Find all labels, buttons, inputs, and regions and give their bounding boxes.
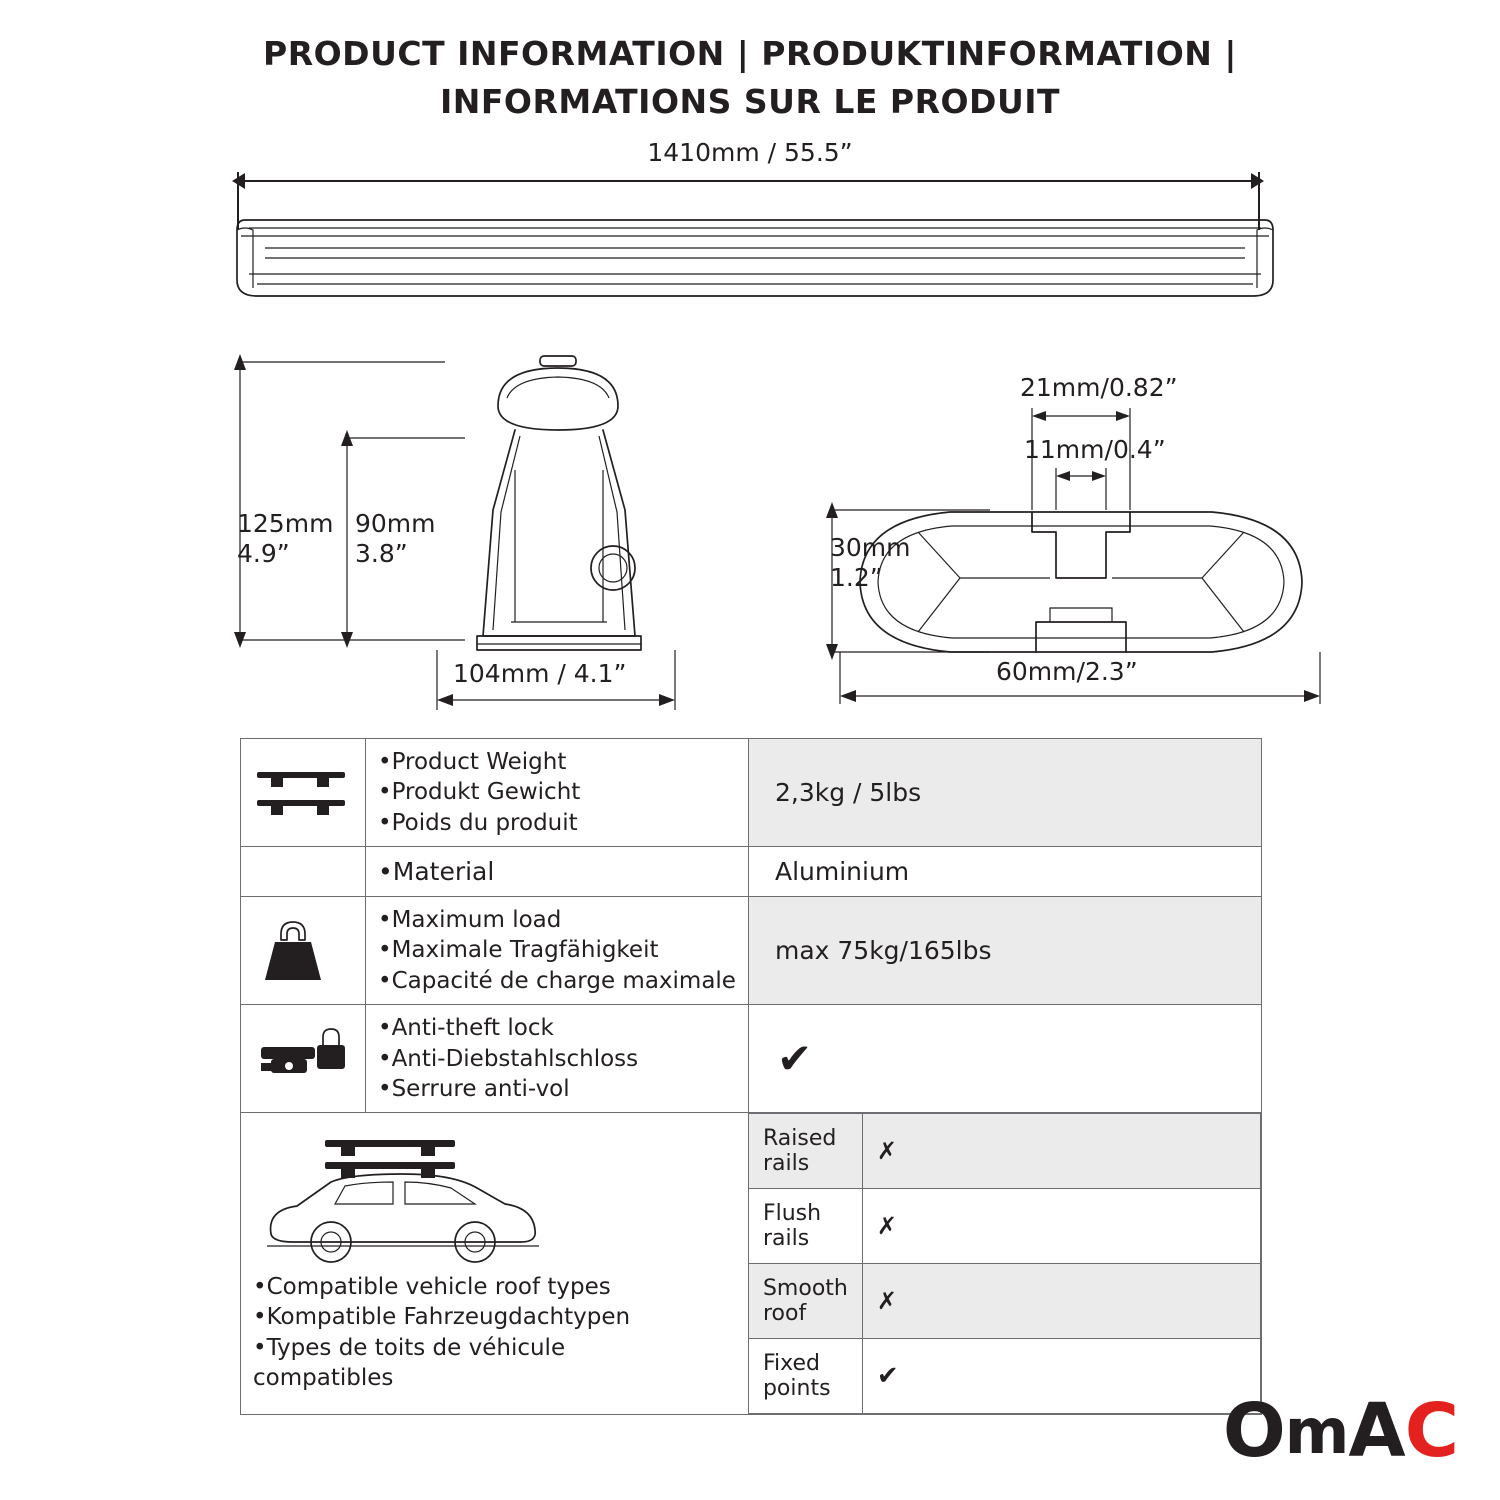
row-label-roof-types (241, 1113, 749, 1415)
label-line: •Serrure anti-vol (378, 1075, 570, 1102)
row-label-weight (366, 739, 749, 847)
roof-type-row (749, 1264, 1261, 1339)
row-label-max-load (366, 897, 749, 1005)
label-line: •Types de toits de véhicule (253, 1334, 566, 1361)
roof-type-support (862, 1189, 1260, 1264)
row-value-material (748, 847, 1261, 897)
table-row (241, 1113, 1262, 1415)
row-value-anti-theft (748, 1005, 1261, 1113)
svg-text:60mm/2.3”: 60mm/2.3” (996, 657, 1138, 686)
row-value-weight (748, 739, 1261, 847)
svg-text:4.9”: 4.9” (237, 539, 290, 568)
crossbar-side-view (205, 196, 1305, 326)
dim-60mm (840, 652, 1320, 704)
label-line: •Kompatible Fahrzeugdachtypen (253, 1304, 631, 1331)
roof-type-name: Flush rails (749, 1189, 862, 1264)
label-line: •Anti-Diebstahlschloss (378, 1045, 639, 1072)
row-value-max-load (748, 897, 1261, 1005)
label-line: •Produkt Gewicht (378, 779, 581, 806)
title-line-2: INFORMATIONS SUR LE PRODUIT (439, 81, 1061, 121)
weight-icon (253, 916, 333, 986)
row-label-material (366, 847, 749, 897)
car-with-rack-icon (253, 1134, 553, 1266)
label-line: compatibles (253, 1365, 394, 1392)
svg-text:90mm: 90mm (355, 509, 436, 538)
logo-part-m: m (1284, 1394, 1349, 1468)
crossbar-pair-icon-cell (241, 739, 366, 847)
cross-section-body (860, 512, 1302, 652)
foot-front-view-with-dimensions (215, 350, 735, 730)
roof-type-name: Smooth roof (749, 1264, 862, 1339)
roof-types-matrix (748, 1113, 1261, 1415)
lock-icon-cell (241, 1005, 366, 1113)
arrow-line (242, 180, 1254, 182)
svg-text:30mm: 30mm (830, 533, 911, 562)
table-row (241, 739, 1262, 847)
roof-type-row (749, 1189, 1261, 1264)
weight-icon-cell (241, 897, 366, 1005)
roof-type-support (862, 1339, 1260, 1414)
cross-icon: ✗ (876, 1287, 897, 1316)
svg-text:104mm / 4.1”: 104mm / 4.1” (453, 659, 627, 688)
label-line: •Maximum load (378, 907, 562, 934)
roof-type-name: Raised rails (749, 1114, 862, 1189)
overall-length-label: 1410mm / 55.5” (647, 138, 853, 167)
page-title (0, 30, 1500, 126)
check-icon: ✔ (776, 1033, 813, 1083)
roof-type-row (749, 1339, 1261, 1414)
value-text: Aluminium (774, 857, 910, 887)
svg-text:125mm: 125mm (237, 509, 334, 538)
crossbar-pair-icon (253, 762, 349, 824)
table-row (241, 1005, 1262, 1113)
bar-cross-section-with-dimensions (800, 360, 1360, 720)
label-line: •Product Weight (378, 749, 567, 775)
value-text: max 75kg/165lbs (774, 936, 992, 966)
specification-table (240, 738, 1262, 1415)
lock-icon (253, 1023, 353, 1095)
label-line: •Anti-theft lock (378, 1015, 554, 1042)
omac-logo (1223, 1388, 1458, 1474)
logo-part-o: O (1222, 1388, 1285, 1474)
check-icon: ✔ (876, 1361, 899, 1392)
label-line: •Compatible vehicle roof types (253, 1274, 611, 1301)
label-line: •Capacité de charge maximale (378, 967, 736, 994)
svg-text:1.2”: 1.2” (830, 563, 883, 592)
overall-length-arrow (232, 172, 1264, 190)
label-line: •Material (378, 857, 495, 887)
svg-text:11mm/0.4”: 11mm/0.4” (1024, 435, 1166, 464)
label-line: •Maximale Tragfähigkeit (378, 937, 659, 964)
roof-type-support (862, 1114, 1260, 1189)
roof-type-support (862, 1264, 1260, 1339)
dim-125mm (234, 354, 465, 648)
material-icon-cell (241, 847, 366, 897)
cross-icon: ✗ (876, 1137, 897, 1166)
title-line-1: PRODUCT INFORMATION | PRODUKTINFORMATION | (263, 34, 1237, 73)
cross-icon: ✗ (876, 1212, 897, 1241)
table-row (241, 847, 1262, 897)
roof-type-row (749, 1114, 1261, 1189)
logo-part-c: C (1404, 1388, 1458, 1474)
roof-type-name: Fixed points (749, 1339, 862, 1414)
dim-11mm (1024, 435, 1166, 510)
foot-body (477, 356, 641, 650)
row-label-anti-theft (366, 1005, 749, 1113)
value-text: 2,3kg / 5lbs (774, 778, 922, 808)
svg-text:21mm/0.82”: 21mm/0.82” (1020, 373, 1178, 402)
label-line: •Poids du produit (378, 809, 578, 836)
svg-text:3.8”: 3.8” (355, 539, 408, 568)
table-row (241, 897, 1262, 1005)
logo-part-a: A (1348, 1388, 1405, 1474)
